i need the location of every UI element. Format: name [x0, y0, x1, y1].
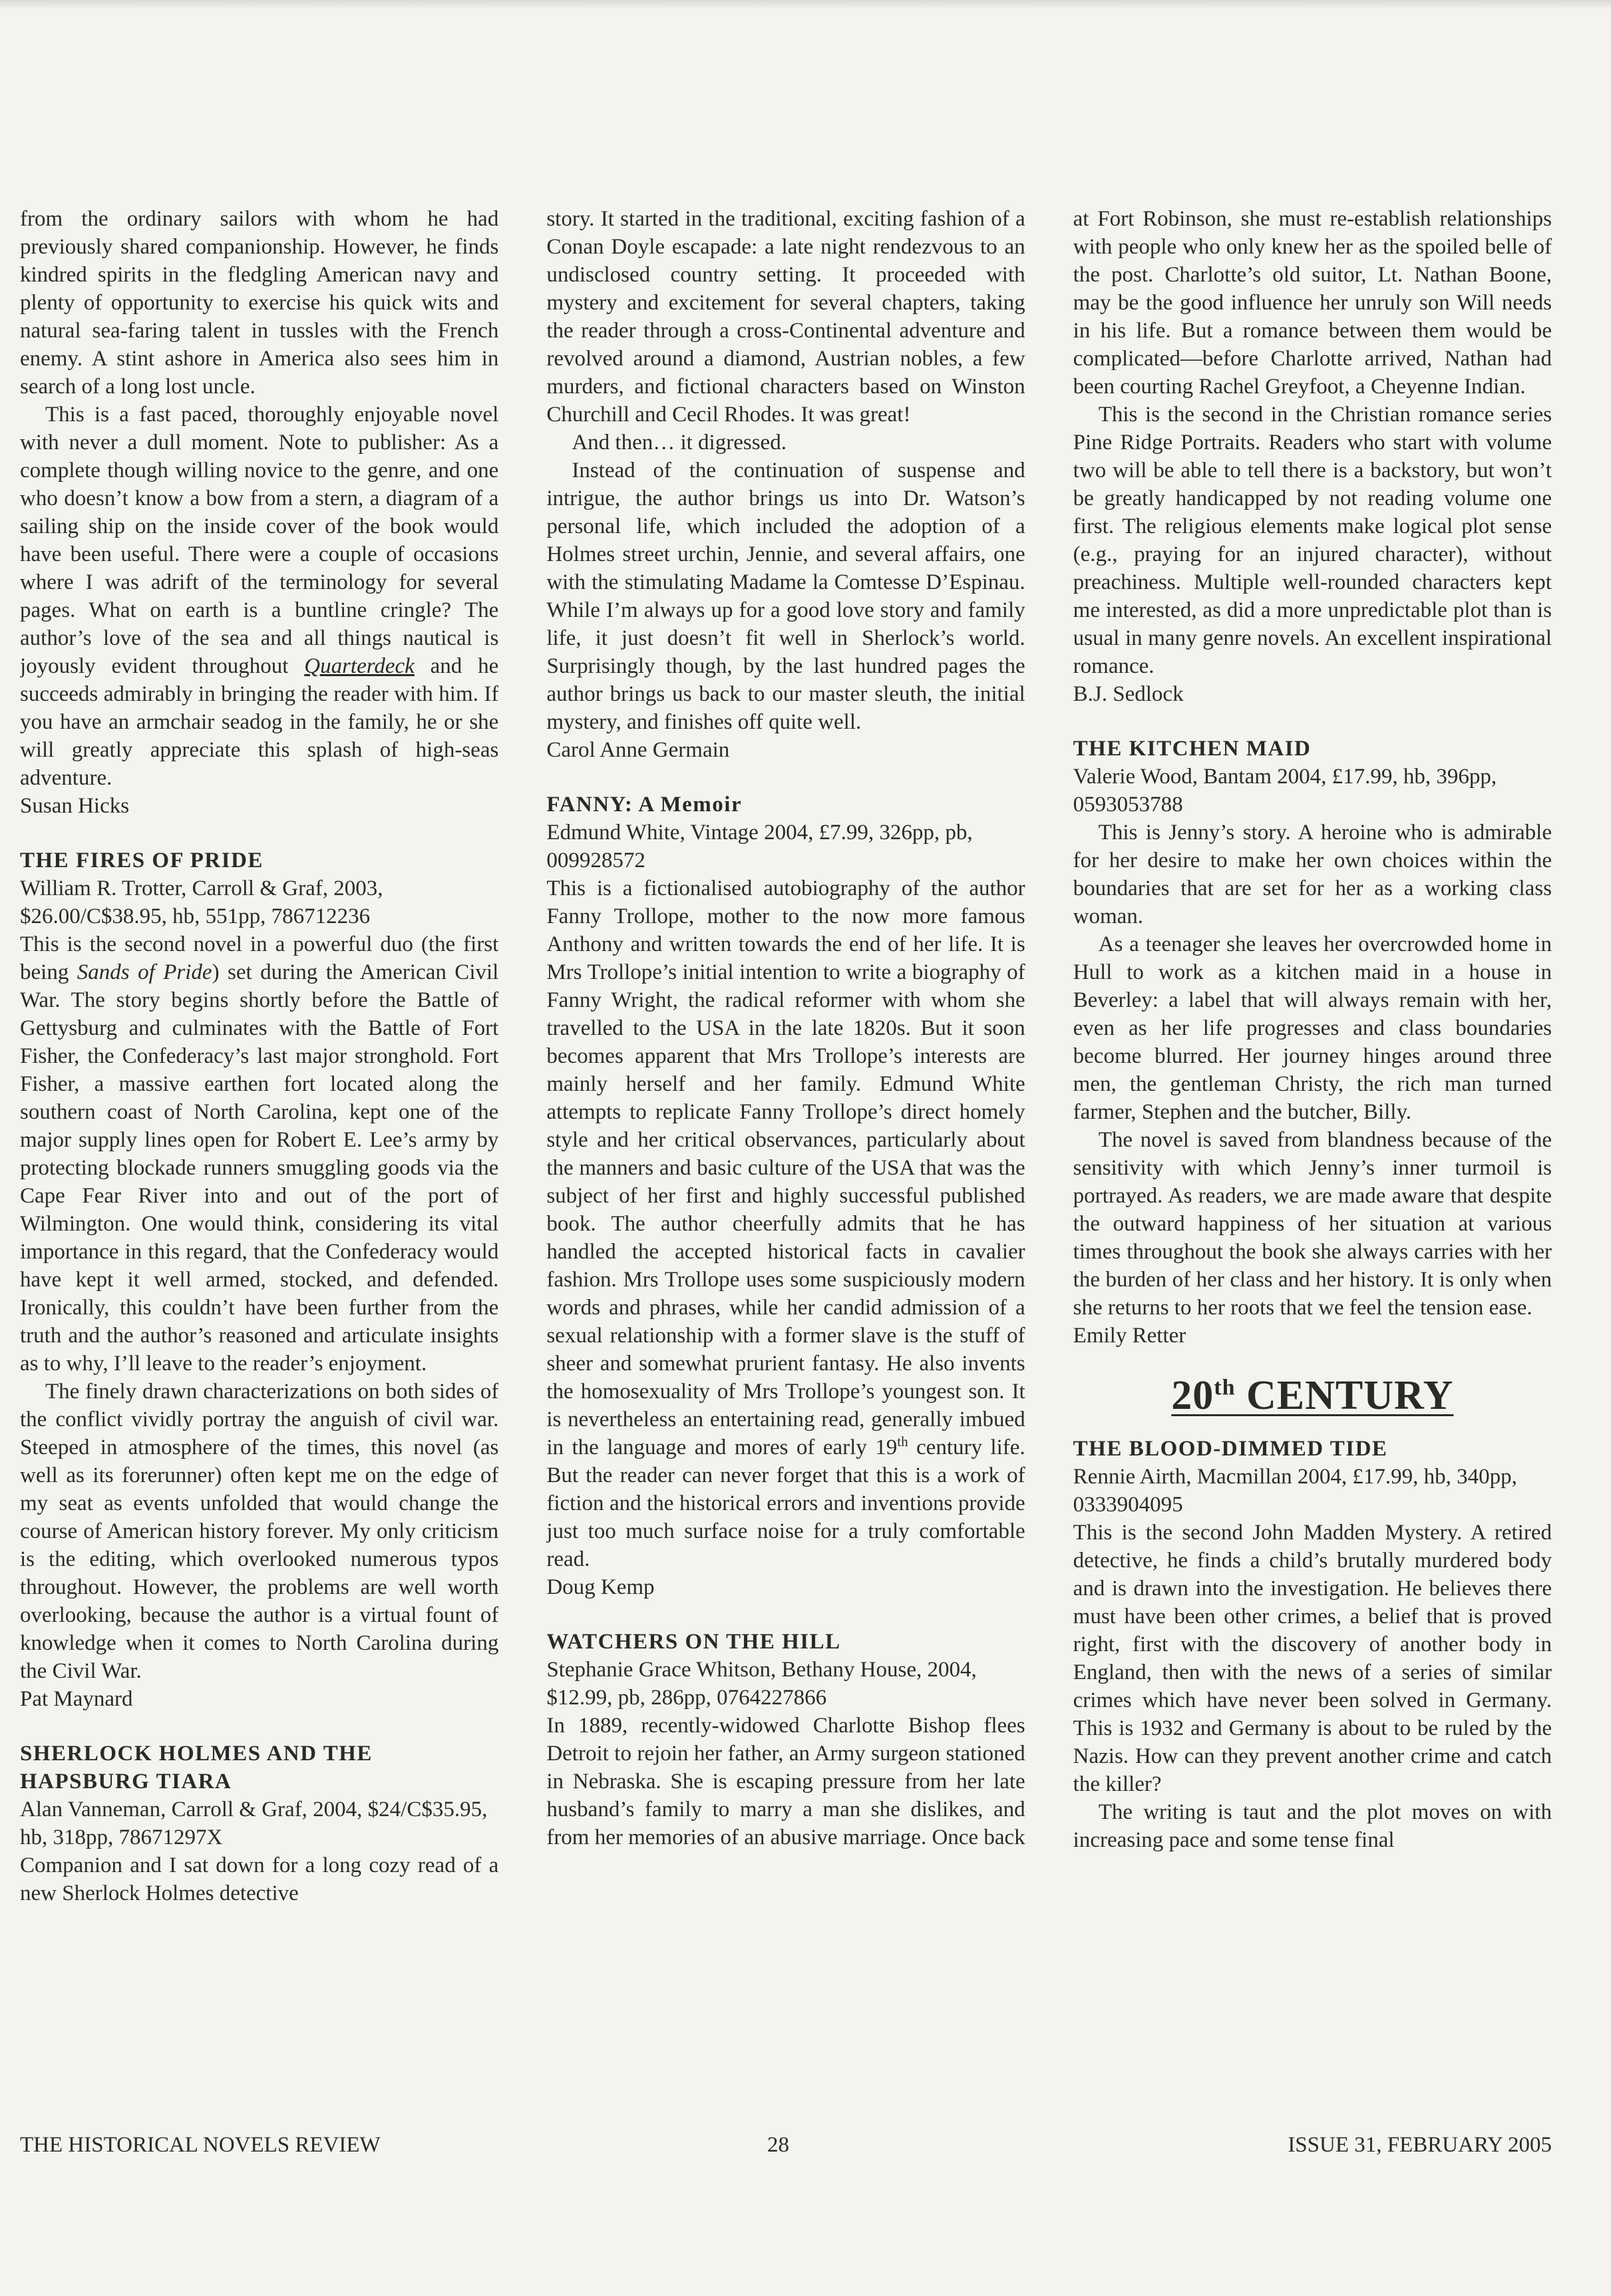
- paragraph: In 1889, recently-widowed Charlotte Bishop flees Detroit to rejoin her father, an Army surgeon stationed in Nebraska. She is escaping pressure from her late husband’s family to marry a man she dislikes, and from her memories of an abusive marriage. Once back: [546, 1714, 1025, 1849]
- reviewer-name: Doug Kemp: [546, 1575, 655, 1599]
- paragraph: The novel is saved from blandness because of the sensitivity with which Jenny’s inner turmoil is portrayed. As readers, we are made aware that despite the outward happiness of her situation at various times throughout the book she always carries with her the burden of her class and her history. It is only when she returns to her roots that we feel the tension ease.: [1073, 1128, 1552, 1320]
- reviewer-name: Carol Anne Germain: [546, 738, 730, 762]
- reviewer-name: Susan Hicks: [20, 794, 130, 818]
- footer-page-number: 28: [767, 2133, 789, 2157]
- reviewer-name: B.J. Sedlock: [1073, 682, 1184, 706]
- paragraph: This is the second John Madden Mystery. A retired detective, he finds a child’s brutally murdered body and is drawn into the investigation. He believes there must have been other crimes, a belief that is proved right, first with the discovery of another body in England, then with the news of a series of similar crimes which have never been solved in Germany. This is 1932 and Germany is about to be ruled by the Nazis. How can they prevent another crime and catch the killer?: [1073, 1521, 1552, 1796]
- review-title: THE BLOOD-DIMMED TIDE: [1073, 1437, 1388, 1461]
- paragraph: And then… it digressed.: [572, 431, 787, 455]
- page-top-edge: [0, 0, 1611, 9]
- section-heading: [1073, 1372, 1552, 1419]
- column-left: [20, 205, 498, 2082]
- footer-publication: THE HISTORICAL NOVELS REVIEW: [20, 2133, 381, 2157]
- paragraph: Instead of the continuation of suspense and intrigue, the author brings us into Dr. Watson’s personal life, which included the adoption of a Holmes street urchin, Jennie, and several affairs, one with the stimulating Madame la Comtesse D’Espinau. While I’m always up for a good love story and family life, it just doesn’t fit well in Sherlock’s world. Surprisingly though, by the last hundred pages the author brings us back to our master sleuth, the initial mystery, and finishes off quite well.: [546, 459, 1025, 734]
- paragraph: The writing is taut and the plot moves on with increasing pace and some tense final: [1073, 1800, 1552, 1852]
- reviewer-name: Emily Retter: [1073, 1324, 1186, 1348]
- column-middle: [546, 205, 1025, 2082]
- paragraph: This is a fictionalised autobiography of the author Fanny Trollope, mother to the now more famous Anthony and written towards the end of her life. It is Mrs Trollope’s initial intention to write a biography of Fanny Wright, the radical reformer with whom she travelled to the USA in the late 1820s. But it soon becomes apparent that Mrs Trollope’s interests are mainly herself and her family. Edmund White attempts to replicate Fanny Trollope’s direct homely style and her critical observances, particularly about the manners and basic culture of the USA that was the subject of her first and highly successful published book. The author cheerfully admits that he has handled the accepted historical facts in cavalier fashion. Mrs Trollope uses some suspiciously modern words and phrases, while her candid admission of a sexual relationship with a former slave is the stuff of sheer and somewhat prurient fantasy. He also invents the homosexuality of Mrs Trollope’s youngest son. It is nevertheless an entertaining read, generally imbued in the language and mores of early 19th century life. But the reader can never forget that this is a work of fiction and the historical errors and inventions provide just too much surface noise for a truly comfortable read.: [546, 876, 1025, 1571]
- column-right: [1073, 205, 1552, 2082]
- review-title: WATCHERS ON THE HILL: [546, 1630, 841, 1654]
- book-details: William R. Trotter, Carroll & Graf, 2003, $26.00/C$38.95, hb, 551pp, 786712236: [20, 876, 383, 928]
- paragraph: from the ordinary sailors with whom he had previously shared companionship. However, he finds kindred spirits in the fledgling American navy and plenty of opportunity to exercise his quick wits and natural sea-faring talent in tussles with the French enemy. A stint ashore in America also sees him in search of a long lost uncle.: [20, 207, 499, 399]
- book-details: Rennie Airth, Macmillan 2004, £17.99, hb, 340pp, 0333904095: [1073, 1465, 1517, 1517]
- paragraph: The finely drawn characterizations on both sides of the conflict vividly portray the anguish of civil war. Steeped in atmosphere of the times, this novel (as well as its forerunner) often kept me on the edge of my seat as events unfolded that would change the course of American history forever. My only criticism is the editing, which overlooked numerous typos throughout. However, the problems are well worth overlooking, because the author is a virtual fount of knowledge when it comes to North Carolina during the Civil War.: [20, 1380, 499, 1683]
- paragraph: Companion and I sat down for a long cozy read of a new Sherlock Holmes detective: [20, 1853, 499, 1905]
- paragraph: story. It started in the traditional, exciting fashion of a Conan Doyle escapade: a late night rendezvous to an undisclosed country setting. It proceeded with mystery and excitement for several chapters, taking the reader through a cross-Continental adventure and revolved around a diamond, Austrian nobles, a few murders, and fictional characters based on Winston Churchill and Cecil Rhodes. It was great!: [546, 207, 1025, 427]
- review-title: FANNY: A Memoir: [546, 793, 743, 817]
- reviewer-name: Pat Maynard: [20, 1687, 133, 1711]
- footer-issue: ISSUE 31, FEBRUARY 2005: [1288, 2133, 1552, 2157]
- paragraph: at Fort Robinson, she must re-establish relationships with people who only knew her as the spoiled belle of the post. Charlotte’s old suitor, Lt. Nathan Boone, may be the good influence her unruly son Will needs in his life. But a romance between them would be complicated—before Charlotte arrived, Nathan had been courting Rachel Greyfoot, a Cheyenne Indian.: [1073, 207, 1552, 399]
- paragraph: This is the second in the Christian romance series Pine Ridge Portraits. Readers who start with volume two will be able to tell there is a backstory, but won’t be greatly handicapped by not reading volume one first. The religious elements make logical plot sense (e.g., praying for an injured character), without preachiness. Multiple well-rounded characters kept me interested, as did a more unpredictable plot than is usual in many genre novels. An excellent inspirational romance.: [1073, 403, 1552, 678]
- paragraph: This is a fast paced, thoroughly enjoyable novel with never a dull moment. Note to publisher: As a complete though willing novice to the genre, and one who doesn’t know a bow from a stern, a diagram of a sailing ship on the inside cover of the book would have been useful. There were a couple of occasions where I was adrift of the terminology for several pages. What on earth is a buntline cringle? The author’s love of the sea and all things nautical is joyously evident throughout Quarterdeck and he succeeds admirably in bringing the reader with him. If you have an armchair seadog in the family, he or she will greatly appreciate this splash of high-seas adventure.: [20, 403, 499, 790]
- review-title: SHERLOCK HOLMES AND THE HAPSBURG TIARA: [20, 1742, 373, 1794]
- paragraph: As a teenager she leaves her overcrowded home in Hull to work as a kitchen maid in a house in Beverley: a label that will always remain with her, even as her life progresses and class boundaries become blurred. Her journey hinges around three men, the gentleman Christy, the rich man turned farmer, Stephen and the butcher, Billy.: [1073, 932, 1552, 1124]
- section-heading-text: 20th CENTURY: [1171, 1373, 1454, 1418]
- book-details: Stephanie Grace Whitson, Bethany House, 2004, $12.99, pb, 286pp, 0764227866: [546, 1658, 977, 1710]
- book-details: Alan Vanneman, Carroll & Graf, 2004, $24/C$35.95, hb, 318pp, 78671297X: [20, 1798, 488, 1849]
- review-title: THE KITCHEN MAID: [1073, 737, 1312, 761]
- review-title: THE FIRES OF PRIDE: [20, 849, 264, 872]
- book-details: Valerie Wood, Bantam 2004, £17.99, hb, 396pp, 0593053788: [1073, 765, 1497, 817]
- article-columns: [20, 205, 1552, 2082]
- paragraph: This is the second novel in a powerful duo (the first being Sands of Pride) set during the American Civil War. The story begins shortly before the Battle of Gettysburg and culminates with the Battle of Fort Fisher, the Confederacy’s last major stronghold. Fort Fisher, a massive earthen fort located along the southern coast of North Carolina, kept one of the major supply lines open for Robert E. Lee’s army by protecting blockade runners smuggling goods via the Cape Fear River into and out of the port of Wilmington. One would think, considering its vital importance in this regard, that the Confederacy would have kept it well armed, stocked, and defended. Ironically, this couldn’t have been further from the truth and the author’s reasoned and articulate insights as to why, I’ll leave to the reader’s enjoyment.: [20, 932, 499, 1376]
- page-footer: [20, 2128, 1552, 2162]
- book-details: Edmund White, Vintage 2004, £7.99, 326pp, pb, 009928572: [546, 821, 973, 872]
- paragraph: This is Jenny’s story. A heroine who is admirable for her desire to make her own choices within the boundaries that are set for her as a working class woman.: [1073, 821, 1552, 928]
